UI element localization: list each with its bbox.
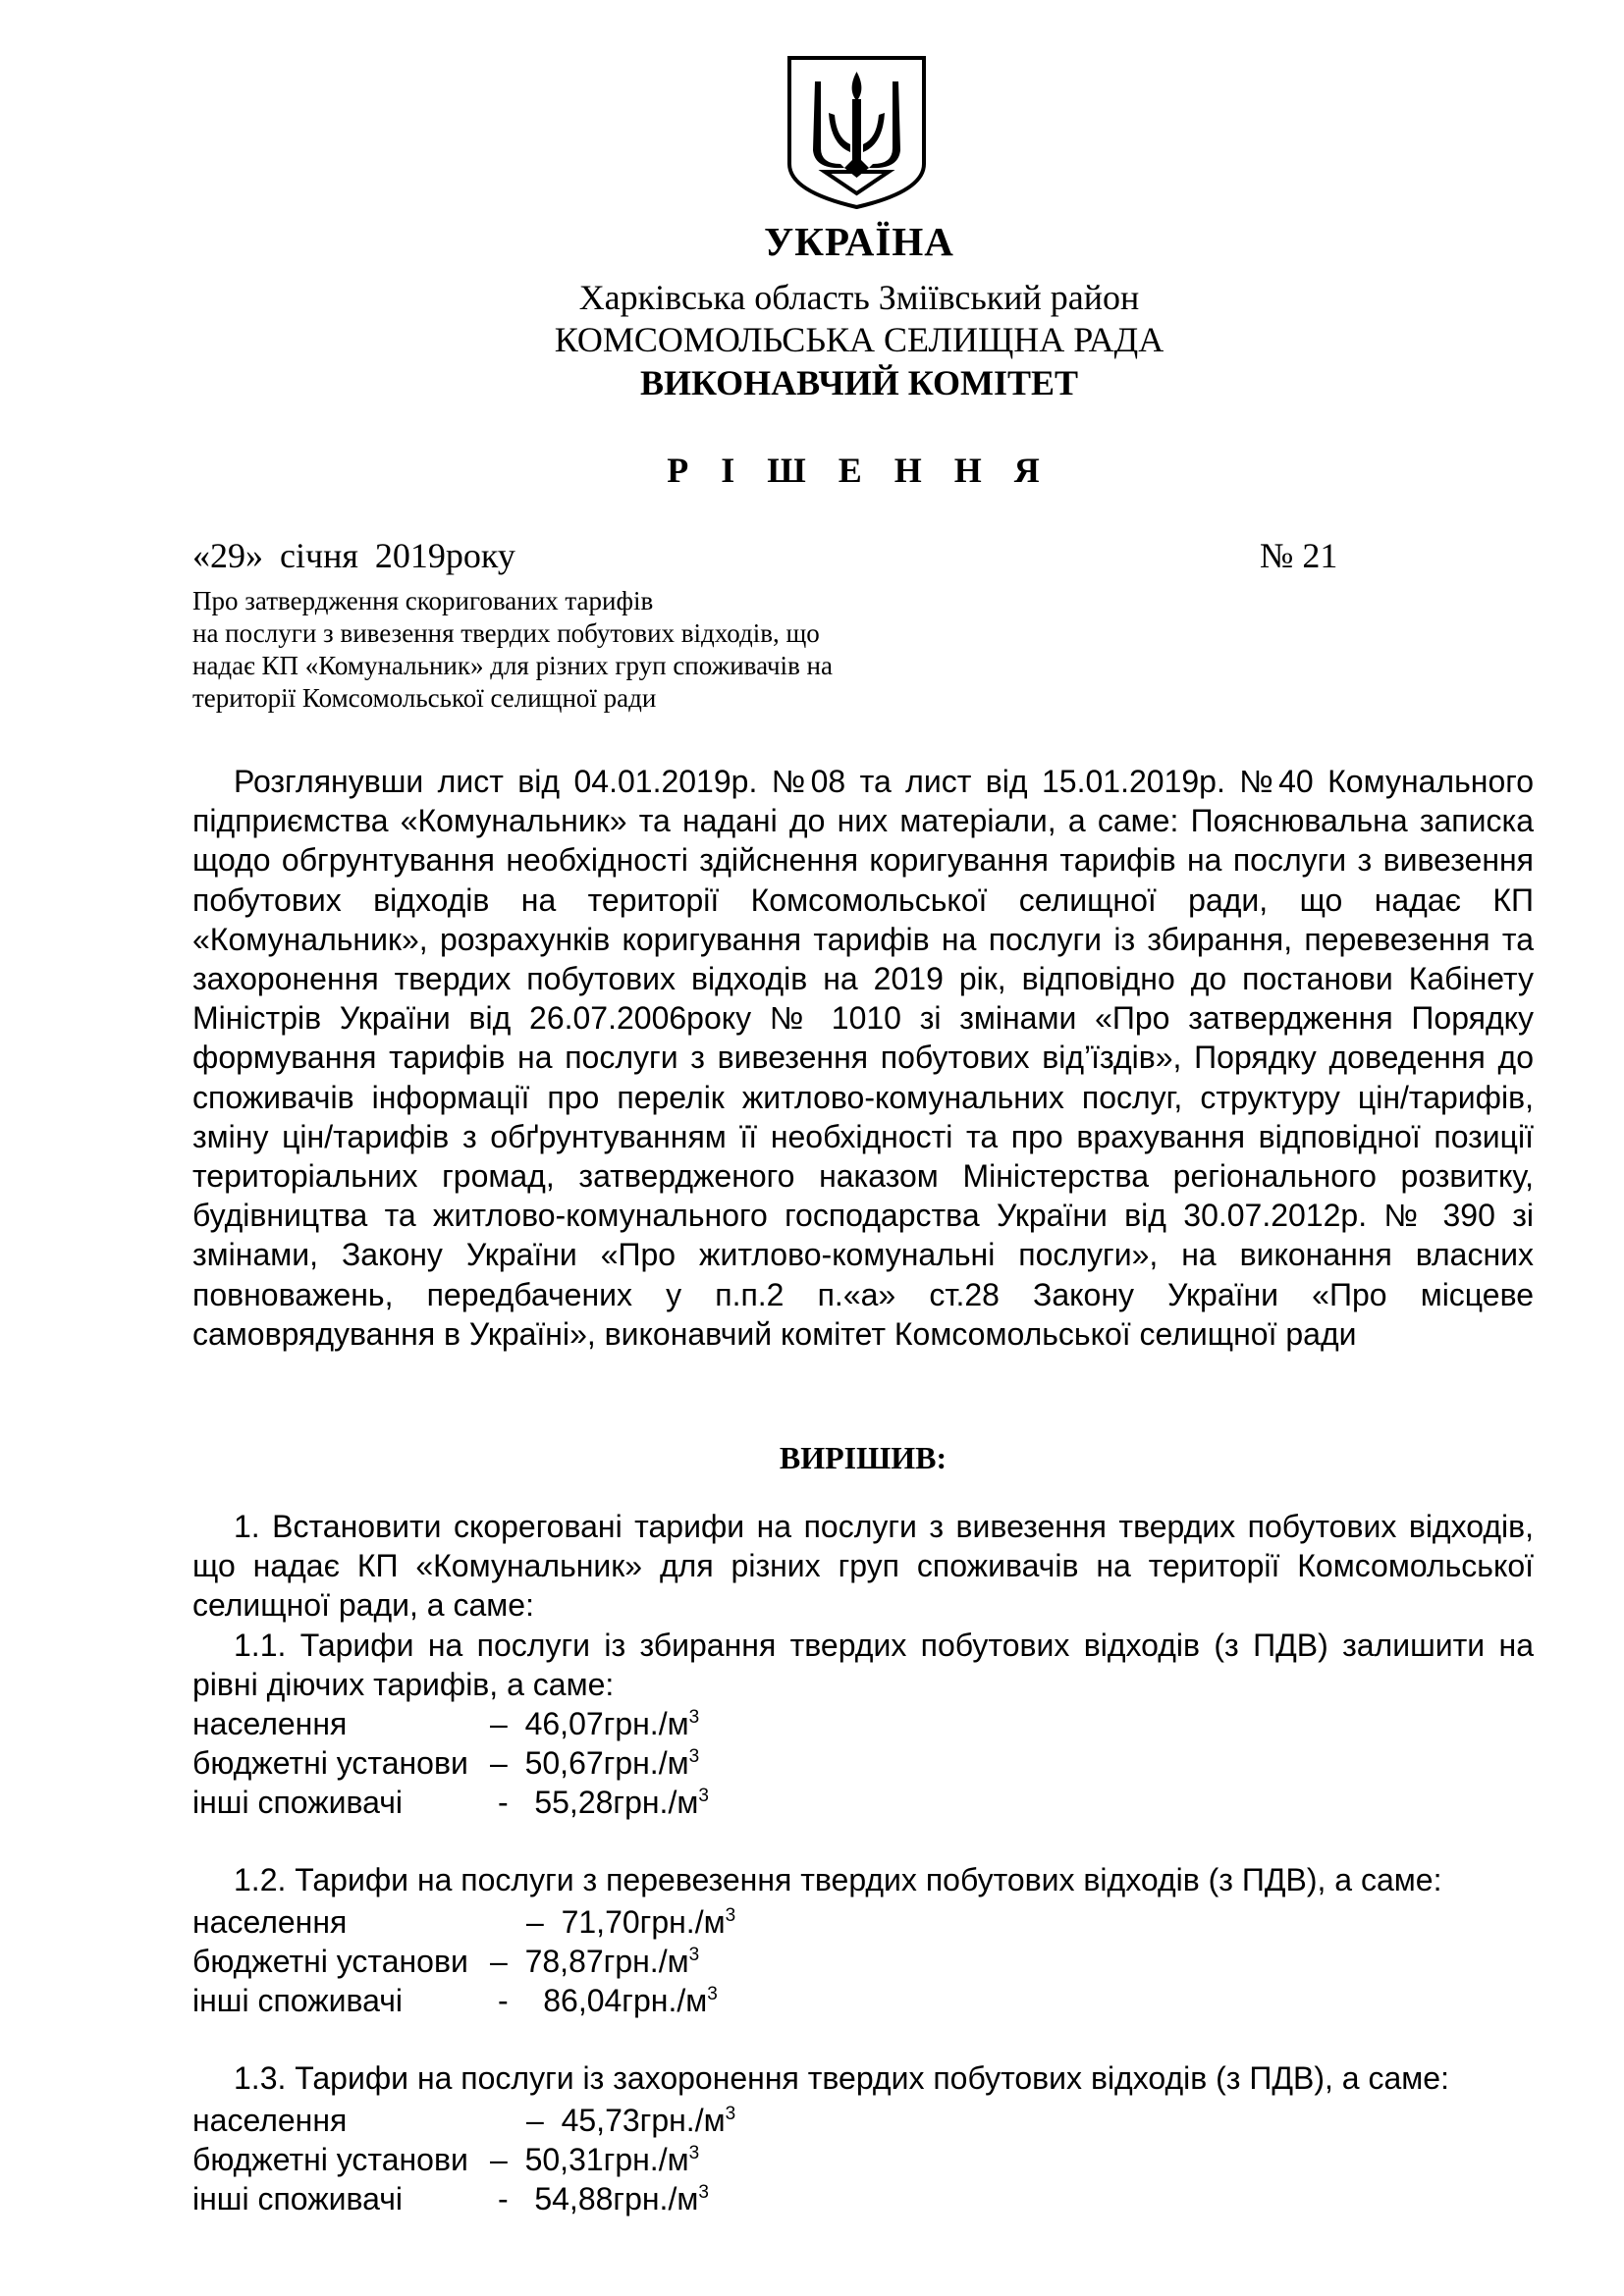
consumer-group: бюджетні установи — [192, 1944, 468, 1980]
tariff-amount: 54,88грн./м — [534, 2181, 699, 2217]
decision-subject — [192, 585, 978, 715]
consumer-group: населення — [192, 1706, 348, 1741]
unit-exponent: 3 — [688, 2143, 700, 2164]
consumer-group: населення — [192, 1904, 348, 1940]
tariff-amount: 50,31грн./м — [524, 2142, 689, 2178]
tariff-value — [498, 1783, 709, 1822]
consumer-group: інші споживачі — [192, 2181, 404, 2217]
unit-exponent: 3 — [698, 1786, 709, 1807]
region-line: Харківська область Зміївський район — [578, 278, 1140, 317]
tariff-separator: – — [526, 1904, 544, 1940]
coat-of-arms-icon — [785, 54, 928, 211]
unit-exponent: 3 — [698, 2182, 709, 2204]
tariff-amount: 86,04грн./м — [543, 1983, 708, 2019]
decision-item-1-1: 1.1. Тарифи на послуги із збирання твердих побутових відходів (з ПДВ) залишити на рівні діючих тарифів, а саме: — [192, 1628, 1534, 1703]
tariff-separator: - — [498, 1983, 509, 2019]
decision-item-1: 1. Встановити скореговані тарифи на послуги з вивезення твердих побутових відходів, що надає КП «Комунальник» для різних груп споживачів на території Комсомольської селищної ради, а саме: — [192, 1509, 1534, 1624]
country-heading: УКРАЇНА — [764, 219, 954, 264]
tariff-value — [490, 1942, 699, 1981]
council-name: КОМСОМОЛЬСЬКА СЕЛИЩНА РАДА — [554, 320, 1164, 359]
tariff-separator: - — [498, 2181, 509, 2217]
unit-exponent: 3 — [688, 1746, 700, 1768]
tariff-amount: 55,28грн./м — [534, 1785, 699, 1821]
consumer-group: бюджетні установи — [192, 1745, 468, 1782]
unit-exponent: 3 — [725, 2104, 736, 2124]
unit-exponent: 3 — [688, 1707, 700, 1728]
subject-line: надає КП «Комунальник» для різних груп споживачів на — [192, 651, 833, 680]
tariff-amount: 50,67грн./м — [524, 1745, 689, 1782]
consumer-group: бюджетні установи — [192, 2142, 468, 2178]
tariff-separator: – — [490, 1745, 508, 1782]
subject-line: на послуги з вивезення твердих побутових відходів, що — [192, 618, 820, 648]
preamble-paragraph: Розглянувши лист від 04.01.2019р. №08 та лист від 15.01.2019р. №40 Комунального підприємства «Комунальник» та надані до них матеріали, а саме: Пояснювальна записка щодо обгрунтування необхідності здійснення коригування тарифів на послуги з вивезення побутових відходів на території Комсомольської селищної ради, що надає КП «Комунальник», розрахунків коригування тарифів на послуги із збирання, перевезення та захоронення твердих побутових відходів на 2019 рік, відповідно до постанови Кабінету Міністрів України від 26.07.2006року № 1010 зі змінами «Про затвердження Порядку формування тарифів на послуги з вивезення побутових від’їздів», Порядку доведення до споживачів інформації про перелік житлово-комунальних послуг, структуру цін/тарифів, зміну цін/тарифів з обґрунтуванням її необхідності та про врахування відповідної позиції територіальних громад, затвердженого наказом Міністерства регіонального розвитку, будівництва та житлово-комунального господарства України від 30.07.2012р. № 390 зі змінами, Закону України «Про житлово-комунальні послуги», на виконання власних повноважень, передбачених у п.п.2 п.«а» ст.28 Закону України «Про місцеве самоврядування в Україні», виконавчий комітет Комсомольської селищної ради — [192, 764, 1534, 1352]
tariff-amount: 45,73грн./м — [561, 2103, 726, 2138]
subject-line: Про затвердження скоригованих тарифів — [192, 586, 654, 615]
unit-exponent: 3 — [725, 1905, 736, 1926]
unit-exponent: 3 — [688, 1945, 700, 1966]
decision-date: «29» січня 2019року — [192, 536, 515, 575]
decision-item-1-3: 1.3. Тарифи на послуги із захоронення твердих побутових відходів (з ПДВ), а саме: — [234, 2060, 1449, 2096]
document-type-heading: Р І Ш Е Н Н Я — [667, 451, 1052, 490]
tariff-value — [490, 1704, 699, 1743]
tariff-separator: – — [490, 1706, 508, 1741]
subject-line: території Комсомольської селищної ради — [192, 683, 657, 713]
tariff-separator: – — [526, 2103, 544, 2138]
consumer-group: населення — [192, 2103, 348, 2138]
executive-committee-heading: ВИКОНАВЧИЙ КОМІТЕТ — [639, 363, 1079, 402]
consumer-group: інші споживачі — [192, 1983, 404, 2019]
tariff-amount: 71,70грн./м — [561, 1904, 726, 1940]
decision-number: № 21 — [1260, 536, 1338, 575]
resolved-heading: ВИРІШИВ: — [779, 1440, 947, 1475]
tariff-value — [498, 2179, 709, 2218]
tariff-value — [526, 1902, 735, 1942]
tariff-separator: - — [498, 1785, 509, 1821]
consumer-group: інші споживачі — [192, 1785, 404, 1821]
tariff-value — [490, 2140, 699, 2179]
tariff-separator: – — [490, 2142, 508, 2178]
decision-item-1-2: 1.2. Тарифи на послуги з перевезення твердих побутових відходів (з ПДВ), а саме: — [234, 1862, 1442, 1897]
tariff-separator: – — [490, 1944, 508, 1980]
tariff-value — [498, 1981, 718, 2020]
tariff-value — [490, 1743, 699, 1783]
unit-exponent: 3 — [707, 1984, 718, 2005]
tariff-amount: 78,87грн./м — [524, 1944, 689, 1980]
tariff-amount: 46,07грн./м — [524, 1706, 689, 1741]
tariff-value — [526, 2101, 735, 2140]
